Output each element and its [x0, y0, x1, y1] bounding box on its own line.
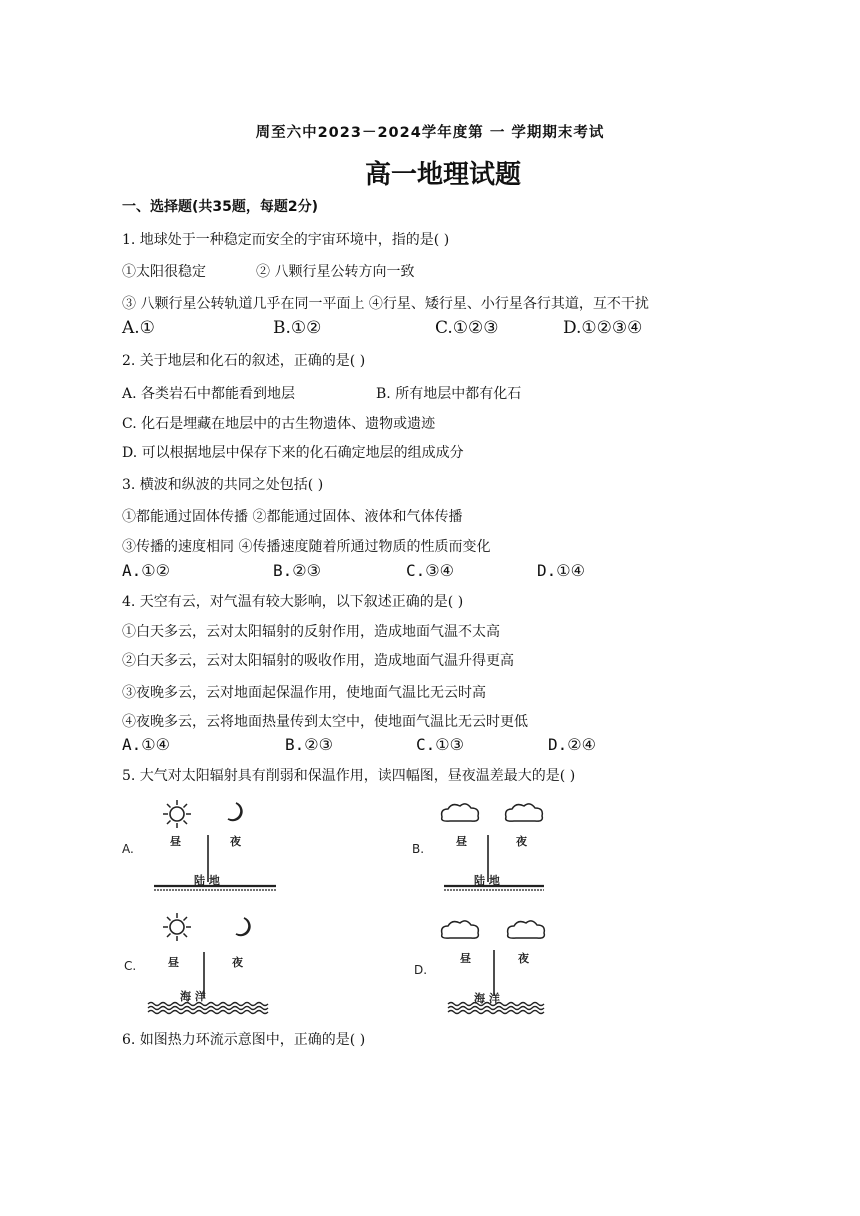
- diagram-letter: D.: [414, 963, 428, 977]
- day-label: 昼: [456, 835, 467, 848]
- question-3-stem: 3. 横波和纵波的共同之处包括( ): [122, 477, 324, 493]
- subject-title: 高一地理试题: [364, 160, 521, 190]
- sun-icon: [163, 800, 191, 828]
- diagram-letter: A.: [122, 842, 134, 856]
- day-label: 昼: [168, 956, 179, 969]
- cloud-icon: [506, 804, 543, 821]
- moon-icon: [228, 803, 242, 820]
- question-6-stem: 6. 如图热力环流示意图中，正确的是( ): [122, 1032, 366, 1048]
- question-1-option-c: C.①②③: [435, 318, 499, 338]
- question-3-option-b: B.②③: [273, 561, 321, 580]
- night-label: 夜: [230, 835, 241, 848]
- sun-icon: [163, 913, 191, 941]
- question-3-option-a: A.①②: [122, 561, 170, 580]
- question-1-stem: 1. 地球处于一种稳定而安全的宇宙环境中，指的是( ): [122, 232, 450, 248]
- question-4-option-a: A.①④: [122, 735, 170, 754]
- cloud-icon: [508, 921, 545, 938]
- question-2-stem: 2. 关于地层和化石的叙述，正确的是( ): [122, 353, 366, 369]
- question-1-items-3-4: ③ 八颗行星公转轨道几乎在同一平面上 ④行星、矮行星、小行星各行其道，互不干扰: [122, 296, 649, 312]
- question-3-option-d: D.①④: [537, 561, 585, 580]
- cloud-icon: [442, 921, 479, 938]
- question-2-option-b: B. 所有地层中都有化石: [376, 386, 522, 402]
- diagram-a: [118, 795, 288, 900]
- diagram-b: [408, 795, 578, 900]
- question-2-option-d: D. 可以根据地层中保存下来的化石确定地层的组成成分: [122, 445, 464, 461]
- question-4-item-2: ②白天多云，云对太阳辐射的吸收作用，造成地面气温升得更高: [122, 653, 514, 669]
- question-3-items-1-2: ①都能通过固体传播 ②都能通过固体、液体和气体传播: [122, 509, 463, 525]
- night-label: 夜: [516, 835, 527, 848]
- diagram-letter: C.: [124, 959, 137, 973]
- ground-label: 陆 地: [474, 874, 500, 887]
- question-5-stem: 5. 大气对太阳辐射具有削弱和保温作用，读四幅图，昼夜温差最大的是( ): [122, 768, 576, 784]
- cloud-icon: [442, 804, 479, 821]
- question-1-option-a: A.①: [122, 318, 155, 338]
- section-title: 一、选择题(共35题，每题2分): [122, 199, 319, 215]
- question-4-item-4: ④夜晚多云，云将地面热量传到太空中，使地面气温比无云时更低: [122, 714, 528, 730]
- day-label: 昼: [460, 952, 471, 965]
- question-1-item-2: ② 八颗行星公转方向一致: [256, 264, 415, 280]
- question-1-option-d: D.①②③④: [563, 318, 643, 338]
- question-1-item-1: ①太阳很稳定: [122, 264, 206, 280]
- question-3-option-c: C.③④: [406, 561, 454, 580]
- question-1-option-b: B.①②: [273, 318, 322, 338]
- question-4-option-b: B.②③: [285, 735, 333, 754]
- moon-icon: [236, 918, 250, 935]
- ground-label: 陆 地: [194, 874, 220, 887]
- ground-label: 海 洋: [180, 990, 206, 1003]
- night-label: 夜: [518, 952, 529, 965]
- day-label: 昼: [170, 835, 181, 848]
- question-4-option-d: D.②④: [548, 735, 596, 754]
- question-4-item-3: ③夜晚多云，云对地面起保温作用，使地面气温比无云时高: [122, 685, 486, 701]
- ground-label: 海 洋: [474, 992, 500, 1005]
- question-3-items-3-4: ③传播的速度相同 ④传播速度随着所通过物质的性质而变化: [122, 539, 491, 555]
- school-exam-title: 周至六中2023－2024学年度第 一 学期期末考试: [255, 125, 605, 141]
- question-2-option-c: C. 化石是埋藏在地层中的古生物遗体、遗物或遗迹: [122, 416, 436, 432]
- night-label: 夜: [232, 956, 243, 969]
- diagram-letter: B.: [412, 842, 425, 856]
- question-4-stem: 4. 天空有云，对气温有较大影响，以下叙述正确的是( ): [122, 594, 464, 610]
- diagram-d: [408, 908, 578, 1018]
- question-2-option-a: A. 各类岩石中都能看到地层: [122, 386, 296, 402]
- question-4-option-c: C.①③: [416, 735, 464, 754]
- question-4-item-1: ①白天多云，云对太阳辐射的反射作用，造成地面气温不太高: [122, 624, 500, 640]
- diagram-c: [118, 908, 288, 1018]
